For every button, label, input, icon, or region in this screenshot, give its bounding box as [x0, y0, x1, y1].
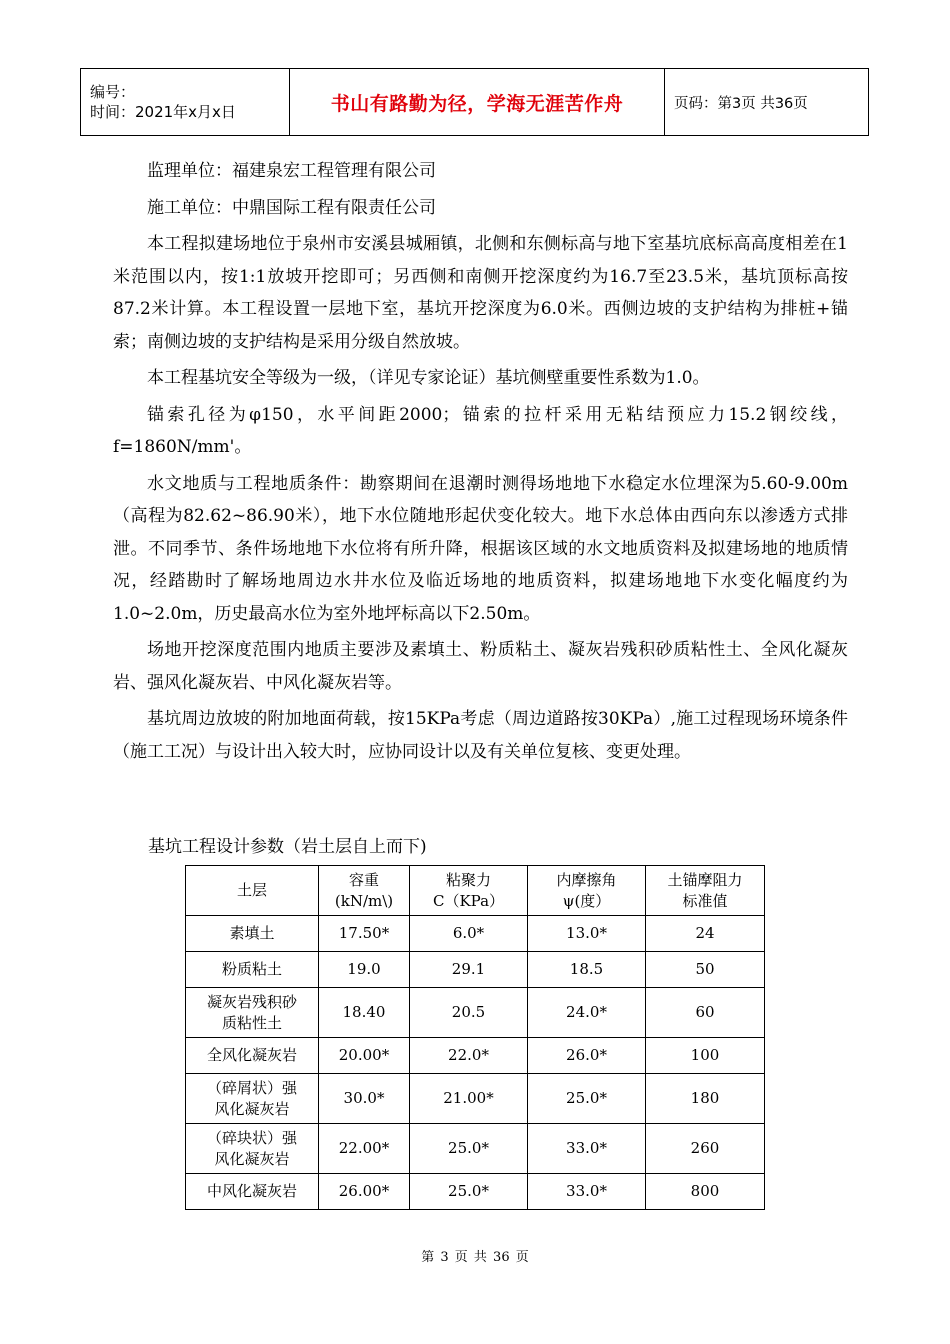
header-unit-weight-line: (kN/m\): [334, 891, 394, 910]
cell-friction-angle: 13.0*: [528, 916, 646, 952]
cell-layer: [186, 1174, 319, 1210]
header-anchor-resistance: [646, 866, 765, 916]
header-friction-angle-line: 内摩擦角: [556, 870, 617, 889]
cell-cohesion: 21.00*: [410, 1074, 528, 1124]
cell-unit-weight: 20.00*: [319, 1038, 410, 1074]
cell-layer: [186, 1038, 319, 1074]
cell-friction-angle: 33.0*: [528, 1174, 646, 1210]
cell-layer: [186, 952, 319, 988]
table-caption: 基坑工程设计参数（岩土层自上而下): [148, 837, 427, 857]
header-unit-weight-line: 容重: [348, 870, 379, 889]
paragraph-anchor-spec: 锚索孔径为φ150，水平间距2000；锚索的拉杆采用无粘结预应力15.2钢绞线，f=1860N/mm'。: [113, 404, 848, 457]
header-cohesion-line: C（KPa）: [432, 891, 505, 910]
cell-unit-weight: 30.0*: [319, 1074, 410, 1124]
header-layer-line: 土层: [236, 881, 267, 899]
cell-cohesion: 20.5: [410, 988, 528, 1038]
cell-friction-angle: 26.0*: [528, 1038, 646, 1074]
cell-cohesion: 22.0*: [410, 1038, 528, 1074]
header-anchor-resistance-line: 土锚摩阻力: [667, 870, 743, 889]
cell-unit-weight: 22.00*: [319, 1124, 410, 1174]
paragraph-hydrogeology: 水文地质与工程地质条件：勘察期间在退潮时测得场地地下水稳定水位埋深为5.60-9.00m（高程为82.62~86.90米），地下水位随地形起伏变化较大。地下水总体由西向东以渗透方式排泄。不同季节、条件场地地下水位将有所升降，根据该区域的水文地质资料及拟建场地的地质情况，经踏勘时了解场地周边水井水位及临近场地的地质资料，拟建场地地下水变化幅度约为1.0~2.0m，历史最高水位为室外地坪标高以下2.50m。: [113, 473, 848, 624]
table-row: [186, 952, 765, 988]
cell-anchor-resistance: 24: [646, 916, 765, 952]
paragraph-site-overview: 本工程拟建场地位于泉州市安溪县城厢镇，北侧和东侧标高与地下室基坑底标高高度相差在1米范围以内，按1:1放坡开挖即可；另西侧和南侧开挖深度约为16.7至23.5米，基坑顶标高按87.2米计算。本工程设置一层地下室，基坑开挖深度为6.0米。西侧边坡的支护结构为排桩+锚索；南侧边坡的支护结构是采用分级自然放坡。: [113, 234, 848, 352]
paragraph-safety-grade: 本工程基坑安全等级为一级，（详见专家论证）基坑侧壁重要性系数为1.0。: [147, 368, 710, 388]
header-info: [81, 69, 290, 136]
table-row: [186, 1174, 765, 1210]
cell-cohesion: 6.0*: [410, 916, 528, 952]
page-header: [80, 68, 869, 136]
header-layer: [186, 866, 319, 916]
document-body: [113, 155, 848, 768]
table-body: [186, 916, 765, 1210]
page-footer: 第 3 页 共 36 页: [421, 1250, 529, 1265]
supervisor-unit: 监理单位：福建泉宏工程管理有限公司: [147, 161, 436, 181]
header-friction-angle-line: ψ(度）: [562, 891, 611, 910]
table-row: [186, 1074, 765, 1124]
cell-cohesion: 29.1: [410, 952, 528, 988]
cell-layer-line: 粉质粘土: [221, 960, 282, 978]
table-row: [186, 1038, 765, 1074]
cell-friction-angle: 18.5: [528, 952, 646, 988]
cell-friction-angle: 24.0*: [528, 988, 646, 1038]
cell-layer-line: 风化凝灰岩: [214, 1149, 290, 1168]
document-date: 时间：2021年x月x日: [90, 103, 236, 121]
cell-layer-line: （碎块状）强: [206, 1128, 297, 1147]
cell-unit-weight: 19.0: [319, 952, 410, 988]
cell-layer-line: （碎屑状）强: [206, 1078, 297, 1097]
header-friction-angle: [528, 866, 646, 916]
cell-unit-weight: 17.50*: [319, 916, 410, 952]
contractor-unit: 施工单位：中鼎国际工程有限责任公司: [147, 197, 436, 218]
cell-layer: [186, 988, 319, 1038]
header-cohesion-line: 粘聚力: [445, 870, 491, 889]
cell-cohesion: 25.0*: [410, 1124, 528, 1174]
cell-layer: [186, 1074, 319, 1124]
header-cohesion: [410, 866, 528, 916]
header-unit-weight: [319, 866, 410, 916]
cell-anchor-resistance: 60: [646, 988, 765, 1038]
cell-anchor-resistance: 180: [646, 1074, 765, 1124]
cell-layer-line: 全风化凝灰岩: [206, 1046, 297, 1064]
table-row: [186, 988, 765, 1038]
cell-anchor-resistance: 100: [646, 1038, 765, 1074]
cell-unit-weight: 18.40: [319, 988, 410, 1038]
cell-unit-weight: 26.00*: [319, 1174, 410, 1210]
cell-anchor-resistance: 50: [646, 952, 765, 988]
cell-anchor-resistance: 800: [646, 1174, 765, 1210]
cell-layer-line: 凝灰岩残积砂: [206, 992, 297, 1011]
cell-friction-angle: 33.0*: [528, 1124, 646, 1174]
paragraph-surcharge-load: 基坑周边放坡的附加地面荷载，按15KPa考虑（周边道路按30KPa）,施工过程现场环境条件（施工工况）与设计出入较大时，应协同设计以及有关单位复核、变更处理。: [113, 709, 848, 762]
cell-layer: [186, 916, 319, 952]
design-parameters-table: [185, 865, 765, 1210]
cell-cohesion: 25.0*: [410, 1174, 528, 1210]
cell-friction-angle: 25.0*: [528, 1074, 646, 1124]
cell-layer-line: 风化凝灰岩: [214, 1099, 290, 1118]
cell-layer: [186, 1124, 319, 1174]
table-header-row: [186, 866, 765, 916]
cell-layer-line: 质粘性土: [221, 1013, 282, 1032]
cell-layer-line: 素填土: [229, 924, 275, 942]
header-motto: 书山有路勤为径，学海无涯苦作舟: [290, 69, 665, 136]
table-row: [186, 1124, 765, 1174]
header-anchor-resistance-line: 标准值: [682, 891, 728, 910]
header-page-code: 页码：第3页 共36页: [665, 69, 869, 136]
document-number-label: 编号：: [90, 83, 136, 101]
table-row: [186, 916, 765, 952]
cell-layer-line: 中风化凝灰岩: [206, 1182, 297, 1200]
cell-anchor-resistance: 260: [646, 1124, 765, 1174]
paragraph-strata: 场地开挖深度范围内地质主要涉及素填土、粉质粘土、凝灰岩残积砂质粘性土、全风化凝灰岩、强风化凝灰岩、中风化凝灰岩等。: [113, 640, 848, 693]
